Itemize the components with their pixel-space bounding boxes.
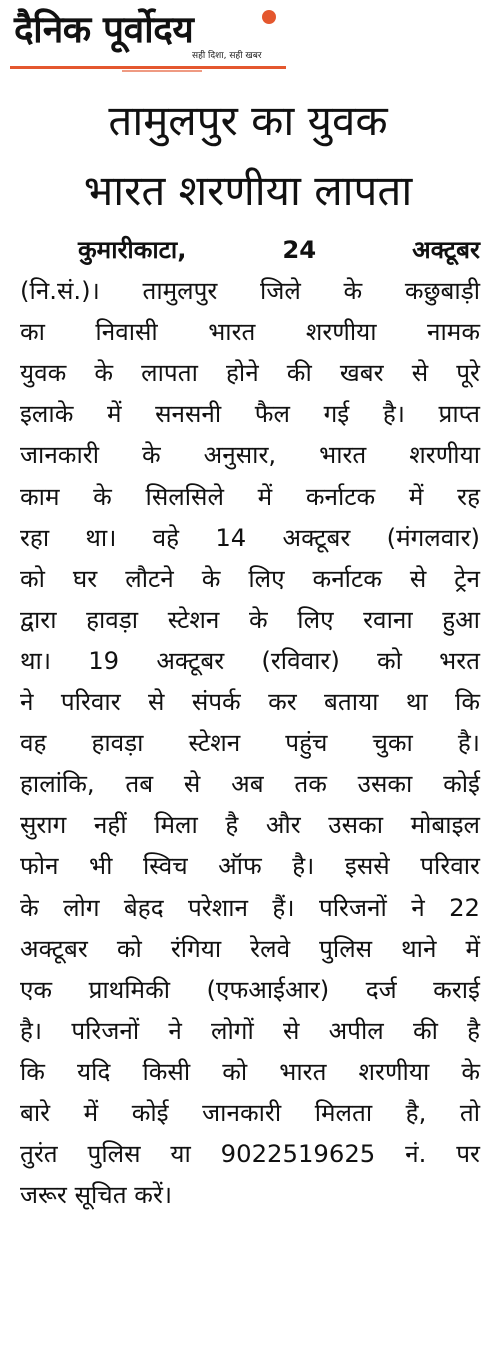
article-line: का निवासी भारत शरणीया नामक — [20, 317, 480, 347]
newspaper-tagline: सही दिशा, सही खबर — [192, 51, 262, 61]
article-line: फोन भी स्विच ऑफ है। इससे परिवार — [20, 851, 480, 881]
article-line: युवक के लापता होने की खबर से पूरे — [20, 358, 480, 388]
article-line: हालांकि, तब से अब तक उसका कोई — [20, 769, 480, 799]
article-line: ने परिवार से संपर्क कर बताया था कि — [20, 687, 480, 717]
article-dateline: कुमारीकाटा, 24 अक्टूबर — [78, 235, 480, 264]
article-line: अक्टूबर को रंगिया रेलवे पुलिस थाने में — [20, 933, 480, 963]
article-line: काम के सिलसिले में कर्नाटक में रह — [20, 481, 480, 511]
article-line: के लोग बेहद परेशान हैं। परिजनों ने 22 — [20, 892, 480, 922]
headline-line-2: भारत शरणीया लापता — [83, 166, 413, 215]
article-line: (नि.सं.)। तामुलपुर जिले के कछुबाड़ी — [20, 276, 480, 306]
article-line: वह हावड़ा स्टेशन पहुंच चुका है। — [20, 728, 480, 758]
masthead-subrule — [122, 70, 202, 72]
headline-line-1: तामुलपुर का युवक — [108, 96, 388, 145]
masthead-rule — [10, 66, 286, 69]
article-line: जरूर सूचित करें। — [20, 1180, 173, 1210]
masthead — [10, 6, 290, 72]
article-line: जानकारी के अनुसार, भारत शरणीया — [20, 440, 480, 470]
article-headline — [12, 86, 484, 226]
article-line: सुराग नहीं मिला है और उसका मोबाइल — [20, 810, 480, 840]
logo-dot-icon — [262, 10, 276, 24]
article-line: कि यदि किसी को भारत शरणीया के — [20, 1056, 480, 1086]
article-body — [20, 229, 480, 1215]
article-line: बारे में कोई जानकारी मिलता है, तो — [20, 1097, 480, 1127]
article-line: है। परिजनों ने लोगों से अपील की है — [20, 1015, 481, 1045]
article-line: एक प्राथमिकी (एफआईआर) दर्ज कराई — [20, 974, 480, 1004]
article-line: द्वारा हावड़ा स्टेशन के लिए रवाना हुआ — [20, 604, 480, 634]
article-line: को घर लौटने के लिए कर्नाटक से ट्रेन — [20, 563, 480, 593]
article-line: था। 19 अक्टूबर (रविवार) को भरत — [20, 645, 480, 675]
article-line: इलाके में सनसनी फैल गई है। प्राप्त — [20, 399, 480, 429]
newspaper-logo: दैनिक पूर्वोदय — [14, 8, 194, 51]
article-line: रहा था। वहे 14 अक्टूबर (मंगलवार) — [20, 522, 480, 552]
article-line: तुरंत पुलिस या 9022519625 नं. पर — [20, 1139, 480, 1169]
